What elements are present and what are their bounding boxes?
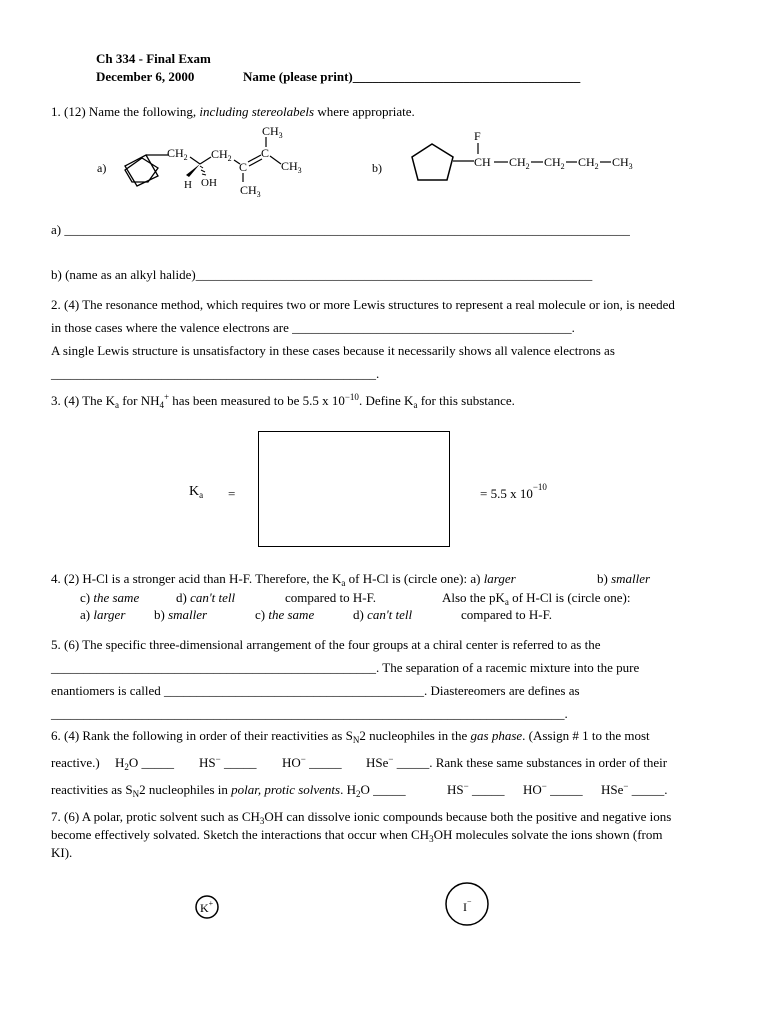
ch3-bottom: $CH_3$	[240, 183, 261, 199]
q2-line1: 2. (4) The resonance method, which requires two or more Lewis structures to represent a real molecule or ion, is needed	[51, 297, 675, 312]
q4-pka-option-c[interactable]: c) the same	[255, 607, 315, 622]
q7-line3: KI).	[51, 845, 73, 860]
i-ion-label: I−	[463, 897, 472, 914]
q1-structures	[0, 120, 770, 210]
q5-line2[interactable]: __________________________________________________. The separation of a racemic mixture into the pure	[51, 660, 640, 675]
cyclopentane-ring	[412, 144, 453, 180]
q2-line4[interactable]: __________________________________________________.	[51, 366, 380, 381]
ka-answer-box[interactable]	[258, 431, 450, 547]
hash-oh-1	[200, 166, 203, 168]
q5-line4[interactable]: _______________________________________________________________________________.	[51, 706, 568, 721]
q5-line1: 5. (6) The specific three-dimensional arrangement of the four groups at a chiral center is referred to as the	[51, 637, 601, 652]
q7-line2: become effectively solvated. Sketch the interactions that occur when $CH_3OH$ molecules solvate the ions shown (from	[51, 827, 663, 844]
q3-prompt: 3. (4) The $K_a$ for $NH_4^+$ has been measured to be 5.5 x $10^{-10}$. Define $K_a$ for this substance.	[51, 392, 515, 410]
q5-line3[interactable]: enantiomers is called ________________________________________. Diastereomers are defines as	[51, 683, 580, 698]
label-b: b)	[372, 161, 382, 175]
f-label: F	[474, 129, 481, 143]
q4-option-c[interactable]: c) the same	[80, 590, 140, 605]
q1-answer-a[interactable]: a) _______________________________________________________________________________________	[51, 222, 630, 237]
q6-reactive: reactive.)	[51, 755, 100, 770]
q4-pka-option-d[interactable]: d) can't tell	[353, 607, 413, 622]
q4-option-b[interactable]: b) smaller	[597, 571, 651, 586]
q6-gas-h2o[interactable]: $H_2O$ _____	[115, 755, 175, 772]
bond-ch2-stereo	[190, 157, 200, 164]
course-title: Ch 334 - Final Exam	[96, 51, 211, 66]
ch2-a2: $CH_2$	[211, 147, 232, 163]
q7-line1: 7. (6) A polar, protic solvent such as $CH_3OH$ can dissolve ionic compounds because both the positive and negative ions	[51, 809, 672, 826]
q6-line3: reactivities as $S_N2$ nucleophiles in polar, protic solvents. $H_2O$ _____	[51, 782, 406, 799]
q6-gas-ho[interactable]: HO− _____	[282, 754, 342, 770]
q6-gas-hs[interactable]: HS− _____	[199, 754, 257, 770]
ch3-top: $CH_3$	[262, 124, 283, 140]
oh-label: OH	[201, 177, 217, 189]
wedge-bond-h	[186, 164, 200, 177]
q4-also-pka: Also the $pK_a$ of H-Cl is (circle one):	[442, 590, 631, 607]
ka-symbol: $K_a$	[189, 484, 204, 500]
svg-text:CH2: $CH_2$	[578, 155, 599, 171]
q4-pka-option-b[interactable]: b) smaller	[154, 607, 208, 622]
q1-prompt: 1. (12) Name the following, including stereolabels where appropriate.	[51, 104, 415, 119]
q4-option-d[interactable]: d) can't tell	[176, 590, 236, 605]
k-ion-label: K+	[200, 899, 214, 915]
name-field[interactable]: Name (please print)___________________________________	[243, 69, 581, 84]
ka-value: = 5.5 x $10^{-10}$	[480, 482, 547, 501]
q4-line1: 4. (2) H-Cl is a stronger acid than H-F. Therefore, the $K_a$ of H-Cl is (circle one): a) larger	[51, 571, 516, 588]
q7-ions[interactable]	[0, 870, 770, 940]
q6-polar-hse[interactable]: HSe− _____.	[601, 781, 668, 797]
ch2-a1: $CH_2$	[167, 146, 188, 162]
q4-pka-option-a[interactable]: a) larger	[80, 607, 126, 622]
q2-line2[interactable]: in those cases where the valence electrons are ___________________________________________.	[51, 320, 575, 335]
ch3-right: $CH_3$	[281, 159, 302, 175]
q4-compared-1: compared to H-F.	[285, 590, 377, 605]
q4-compared-2: compared to H-F.	[461, 607, 553, 622]
h-label: H	[184, 179, 192, 191]
ch-b: CH	[474, 155, 491, 169]
q2-line3: A single Lewis structure is unsatisfactory in these cases because it necessarily shows all valence electrons as	[51, 343, 615, 358]
q6-polar-ho[interactable]: HO− _____	[523, 781, 583, 797]
c-left: C	[239, 160, 248, 174]
svg-text:CH2: $CH_2$	[544, 155, 565, 171]
bond-stereo-ch2	[200, 157, 211, 164]
q1-answer-b[interactable]: b) (name as an alkyl halide)_____________________________________________________________	[51, 267, 593, 282]
svg-text:CH3: $CH_3$	[612, 155, 633, 171]
q6-polar-hs[interactable]: HS− _____	[447, 781, 505, 797]
svg-text:CH2: $CH_2$	[509, 155, 530, 171]
label-a: a)	[97, 161, 107, 175]
c-right: C	[261, 146, 270, 160]
q6-line1: 6. (4) Rank the following in order of their reactivities as $S_N2$ nucleophiles in the gas phase. (Assign # 1 to the most	[51, 728, 650, 745]
ka-equals: =	[228, 486, 236, 501]
q6-gas-hse[interactable]: HSe− _____. Rank these same substances in order of their	[366, 754, 668, 770]
exam-date: December 6, 2000	[96, 69, 195, 84]
